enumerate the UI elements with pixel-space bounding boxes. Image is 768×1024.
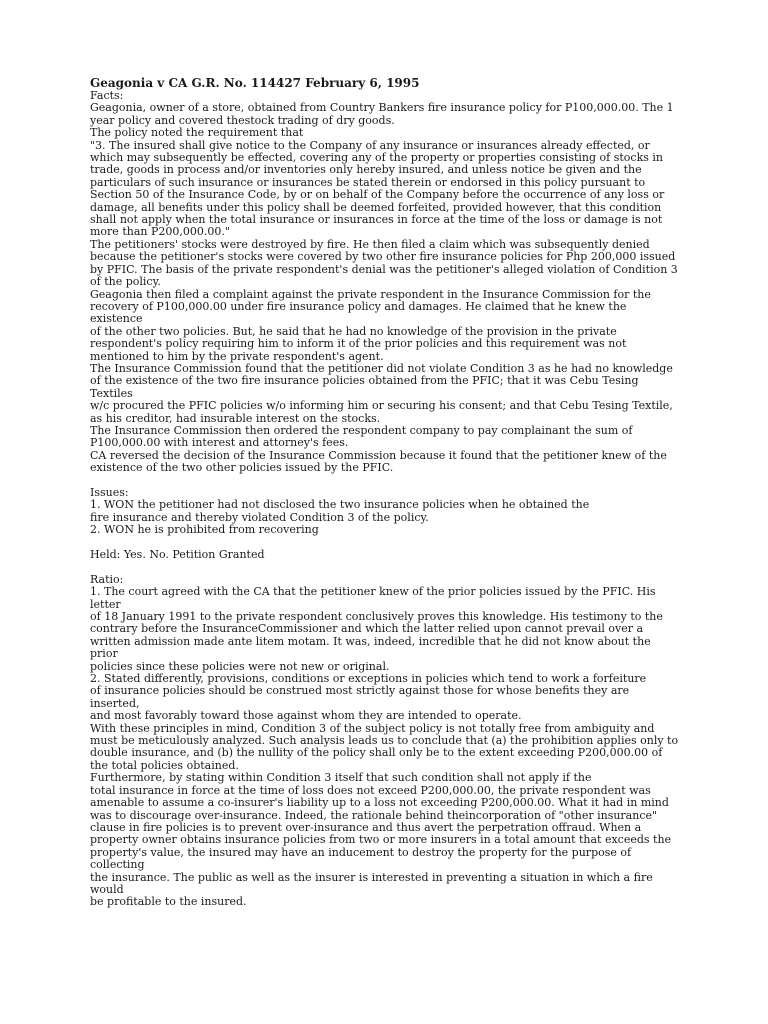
facts-line: respondent's policy requiring him to inform it of the prior policies and this requirement was not [90, 337, 627, 351]
ratio-line: of 18 January 1991 to the private respondent conclusively proves this knowledge. His testimony to the [90, 610, 663, 624]
ratio-line: With these principles in mind, Condition 3 of the subject policy is not totally free from ambiguity and [90, 721, 655, 735]
facts-line: by PFIC. The basis of the private respondent's denial was the petitioner's alleged violation of Condition 3 [90, 262, 678, 276]
facts-heading: Facts: [90, 89, 124, 102]
ratio-line: amenable to assume a co-insurer's liability up to a loss not exceeding P200,000.00. What it had in mind [90, 796, 669, 810]
ratio-section [90, 574, 680, 909]
ratio-line: contrary before the InsuranceCommissioner and which the latter relied upon cannot prevail over a [90, 622, 644, 636]
facts-line: The petitioners' stocks were destroyed by fire. He then filed a claim which was subsequently denied [90, 237, 650, 251]
ratio-line: was to discourage over-insurance. Indeed, the rationale behind theincorporation of "other insurance" [90, 808, 658, 822]
ratio-line: the total policies obtained. [90, 758, 239, 772]
ratio-line: policies since these policies were not new or original. [90, 659, 390, 673]
facts-line: because the petitioner's stocks were covered by two other fire insurance policies for Php 200,000 issued [90, 250, 676, 264]
ratio-line: must be meticulously analyzed. Such analysis leads us to conclude that (a) the prohibition applies only to [90, 734, 679, 748]
issues-line: 2. WON he is prohibited from recovering [90, 523, 319, 537]
facts-line: trade, goods in process and/or inventories only hereby insured, and unless notice be given and the [90, 163, 642, 177]
facts-line: as his creditor, had insurable interest on the stocks. [90, 411, 381, 425]
ratio-heading: Ratio: [90, 572, 124, 586]
facts-line: of the existence of the two fire insurance policies obtained from the PFIC; that it was Cebu Tesing Textiles [90, 374, 642, 400]
ratio-line: 2. Stated differently, provisions, conditions or exceptions in policies which tend to work a forfeiture [90, 672, 647, 686]
facts-line: shall not apply when the total insurance or insurances in force at the time of the loss or damage is not [90, 213, 663, 227]
facts-line: P100,000.00 with interest and attorney's fees. [90, 436, 349, 450]
facts-line: year policy and covered thestock trading of dry goods. [90, 113, 395, 127]
facts-line: recovery of P100,000.00 under fire insurance policy and damages. He claimed that he knew the existence [90, 299, 630, 326]
document-page [90, 76, 680, 909]
issues-section [90, 487, 680, 537]
facts-line: Section 50 of the Insurance Code, by or on behalf of the Company before the occurrence of any loss or [90, 188, 665, 202]
ratio-line: 1. The court agreed with the CA that the petitioner knew of the prior policies issued by the PFIC. His letter [90, 585, 660, 611]
facts-section [90, 90, 680, 475]
facts-line: mentioned to him by the private respondent's agent. [90, 349, 384, 363]
facts-line: more than P200,000.00." [90, 225, 230, 239]
issues-line: fire insurance and thereby violated Condition 3 of the policy. [90, 510, 429, 524]
ratio-line: clause in fire policies is to prevent over-insurance and thus avert the perpetration offraud. When a [90, 820, 642, 834]
facts-line: of the policy. [90, 275, 161, 289]
facts-line: The Insurance Commission found that the petitioner did not violate Condition 3 as he had no knowledge [90, 361, 673, 375]
ratio-line: written admission made ante litem motam. It was, indeed, incredible that he did not know about the prior [90, 634, 655, 661]
ratio-line: property's value, the insured may have an inducement to destroy the property for the purpose of collecting [90, 845, 635, 872]
issues-line: 1. WON the petitioner had not disclosed the two insurance policies when he obtained the [90, 498, 590, 512]
facts-line: w/c procured the PFIC policies w/o informing him or securing his consent; and that Cebu Tesing Textile, [90, 399, 673, 413]
ratio-line: the insurance. The public as well as the insurer is interested in preventing a situation in which a fire would [90, 870, 657, 896]
ratio-line: total insurance in force at the time of loss does not exceed P200,000.00, the private respondent was [90, 783, 651, 797]
issues-heading: Issues: [90, 485, 129, 499]
facts-line: "3. The insured shall give notice to the Company of any insurance or insurances already effected, or [90, 138, 650, 152]
held-statement: Held: Yes. No. Petition Granted [90, 548, 265, 561]
facts-line: Geagonia, owner of a store, obtained from Country Bankers fire insurance policy for P100,000.00. The 1 [90, 101, 674, 115]
facts-line: CA reversed the decision of the Insurance Commission because it found that the petitioner knew of the [90, 448, 667, 462]
ratio-line: be profitable to the insured. [90, 895, 247, 909]
ratio-line: property owner obtains insurance policies from two or more insurers in a total amount that exceeds the [90, 833, 672, 847]
facts-line: The policy noted the requirement that [90, 126, 304, 140]
ratio-line: Furthermore, by stating within Condition 3 itself that such condition shall not apply if the [90, 771, 592, 785]
facts-line: which may subsequently be effected, covering any of the property or properties consisting of stocks in [90, 151, 663, 165]
ratio-line: of insurance policies should be construed most strictly against those for whose benefits they are inserted, [90, 684, 633, 710]
facts-line: The Insurance Commission then ordered the respondent company to pay complainant the sum of [90, 423, 633, 437]
facts-line: particulars of such insurance or insurances be stated therein or endorsed in this policy pursuant to [90, 175, 646, 189]
spacer [90, 475, 680, 487]
facts-line: of the other two policies. But, he said that he had no knowledge of the provision in the private [90, 324, 617, 338]
facts-line: damage, all benefits under this policy shall be deemed forfeited, provided however, that this condition [90, 200, 662, 214]
facts-line: existence of the two other policies issued by the PFIC. [90, 461, 394, 475]
ratio-line: double insurance, and (b) the nullity of the policy shall only be to the extent exceeding P200,000.00 of [90, 746, 663, 760]
spacer [90, 561, 680, 573]
document-title: Geagonia v CA G.R. No. 114427 February 6, 1995 [90, 76, 420, 90]
ratio-line: and most favorably toward those against whom they are intended to operate. [90, 709, 522, 723]
facts-line: Geagonia then filed a complaint against the private respondent in the Insurance Commission for the [90, 287, 651, 301]
